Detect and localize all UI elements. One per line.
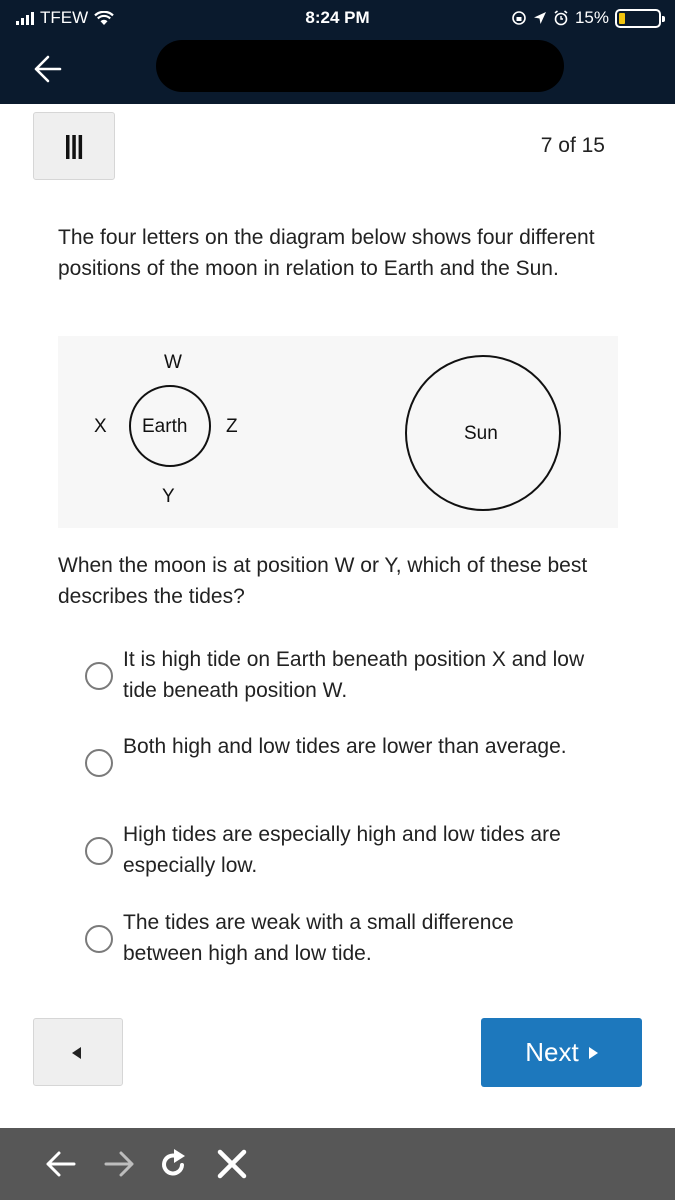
moon-position-diagram <box>58 336 618 528</box>
answer-option-label[interactable]: It is high tide on Earth beneath position X and low tide beneath position W. <box>123 648 585 702</box>
back-arrow-icon[interactable] <box>22 46 70 92</box>
question-text: When the moon is at position W or Y, which of these best describes the tides? <box>58 554 588 608</box>
radio-button[interactable] <box>85 749 113 777</box>
battery-percent: 15% <box>574 8 609 27</box>
menu-icon <box>64 133 84 161</box>
browser-back-icon[interactable] <box>40 1144 80 1184</box>
menu-button[interactable] <box>33 112 115 180</box>
previous-arrow-icon <box>72 1047 81 1059</box>
radio-button[interactable] <box>85 925 113 953</box>
answer-option-label[interactable]: High tides are especially high and low tides are especially low. <box>123 823 561 877</box>
question-progress: 7 of 15 <box>540 134 605 157</box>
screen-lock-icon <box>511 10 527 26</box>
sun-label: Sun <box>464 423 498 444</box>
status-right <box>511 8 661 28</box>
next-button-label: Next <box>525 1037 579 1067</box>
browser-forward-icon[interactable] <box>100 1144 140 1184</box>
position-y-label: Y <box>162 486 175 507</box>
carrier-label: TFEW <box>40 8 89 27</box>
radio-button[interactable] <box>85 837 113 865</box>
redacted-title <box>156 40 564 92</box>
battery-fill <box>619 13 625 24</box>
browser-toolbar <box>0 1128 675 1200</box>
nav-bar <box>0 36 675 104</box>
close-icon[interactable] <box>212 1144 252 1184</box>
radio-button[interactable] <box>85 662 113 690</box>
status-time: 8:24 PM <box>305 8 370 27</box>
earth-label: Earth <box>142 416 188 437</box>
position-x-label: X <box>94 416 107 437</box>
battery-icon <box>615 9 661 28</box>
reload-icon[interactable] <box>154 1144 194 1184</box>
location-icon <box>533 11 547 25</box>
question-intro: The four letters on the diagram below shows four different positions of the moon in relation to Earth and the Sun. <box>58 226 595 280</box>
status-bar <box>0 0 675 36</box>
previous-button[interactable] <box>33 1018 123 1086</box>
position-w-label: W <box>164 352 182 373</box>
next-arrow-icon <box>589 1047 598 1059</box>
next-button[interactable] <box>481 1018 642 1087</box>
alarm-icon <box>553 10 569 26</box>
answer-option-label[interactable]: Both high and low tides are lower than average. <box>123 735 567 758</box>
position-z-label: Z <box>226 416 238 437</box>
answer-option-label[interactable]: The tides are weak with a small difference between high and low tide. <box>123 911 514 965</box>
